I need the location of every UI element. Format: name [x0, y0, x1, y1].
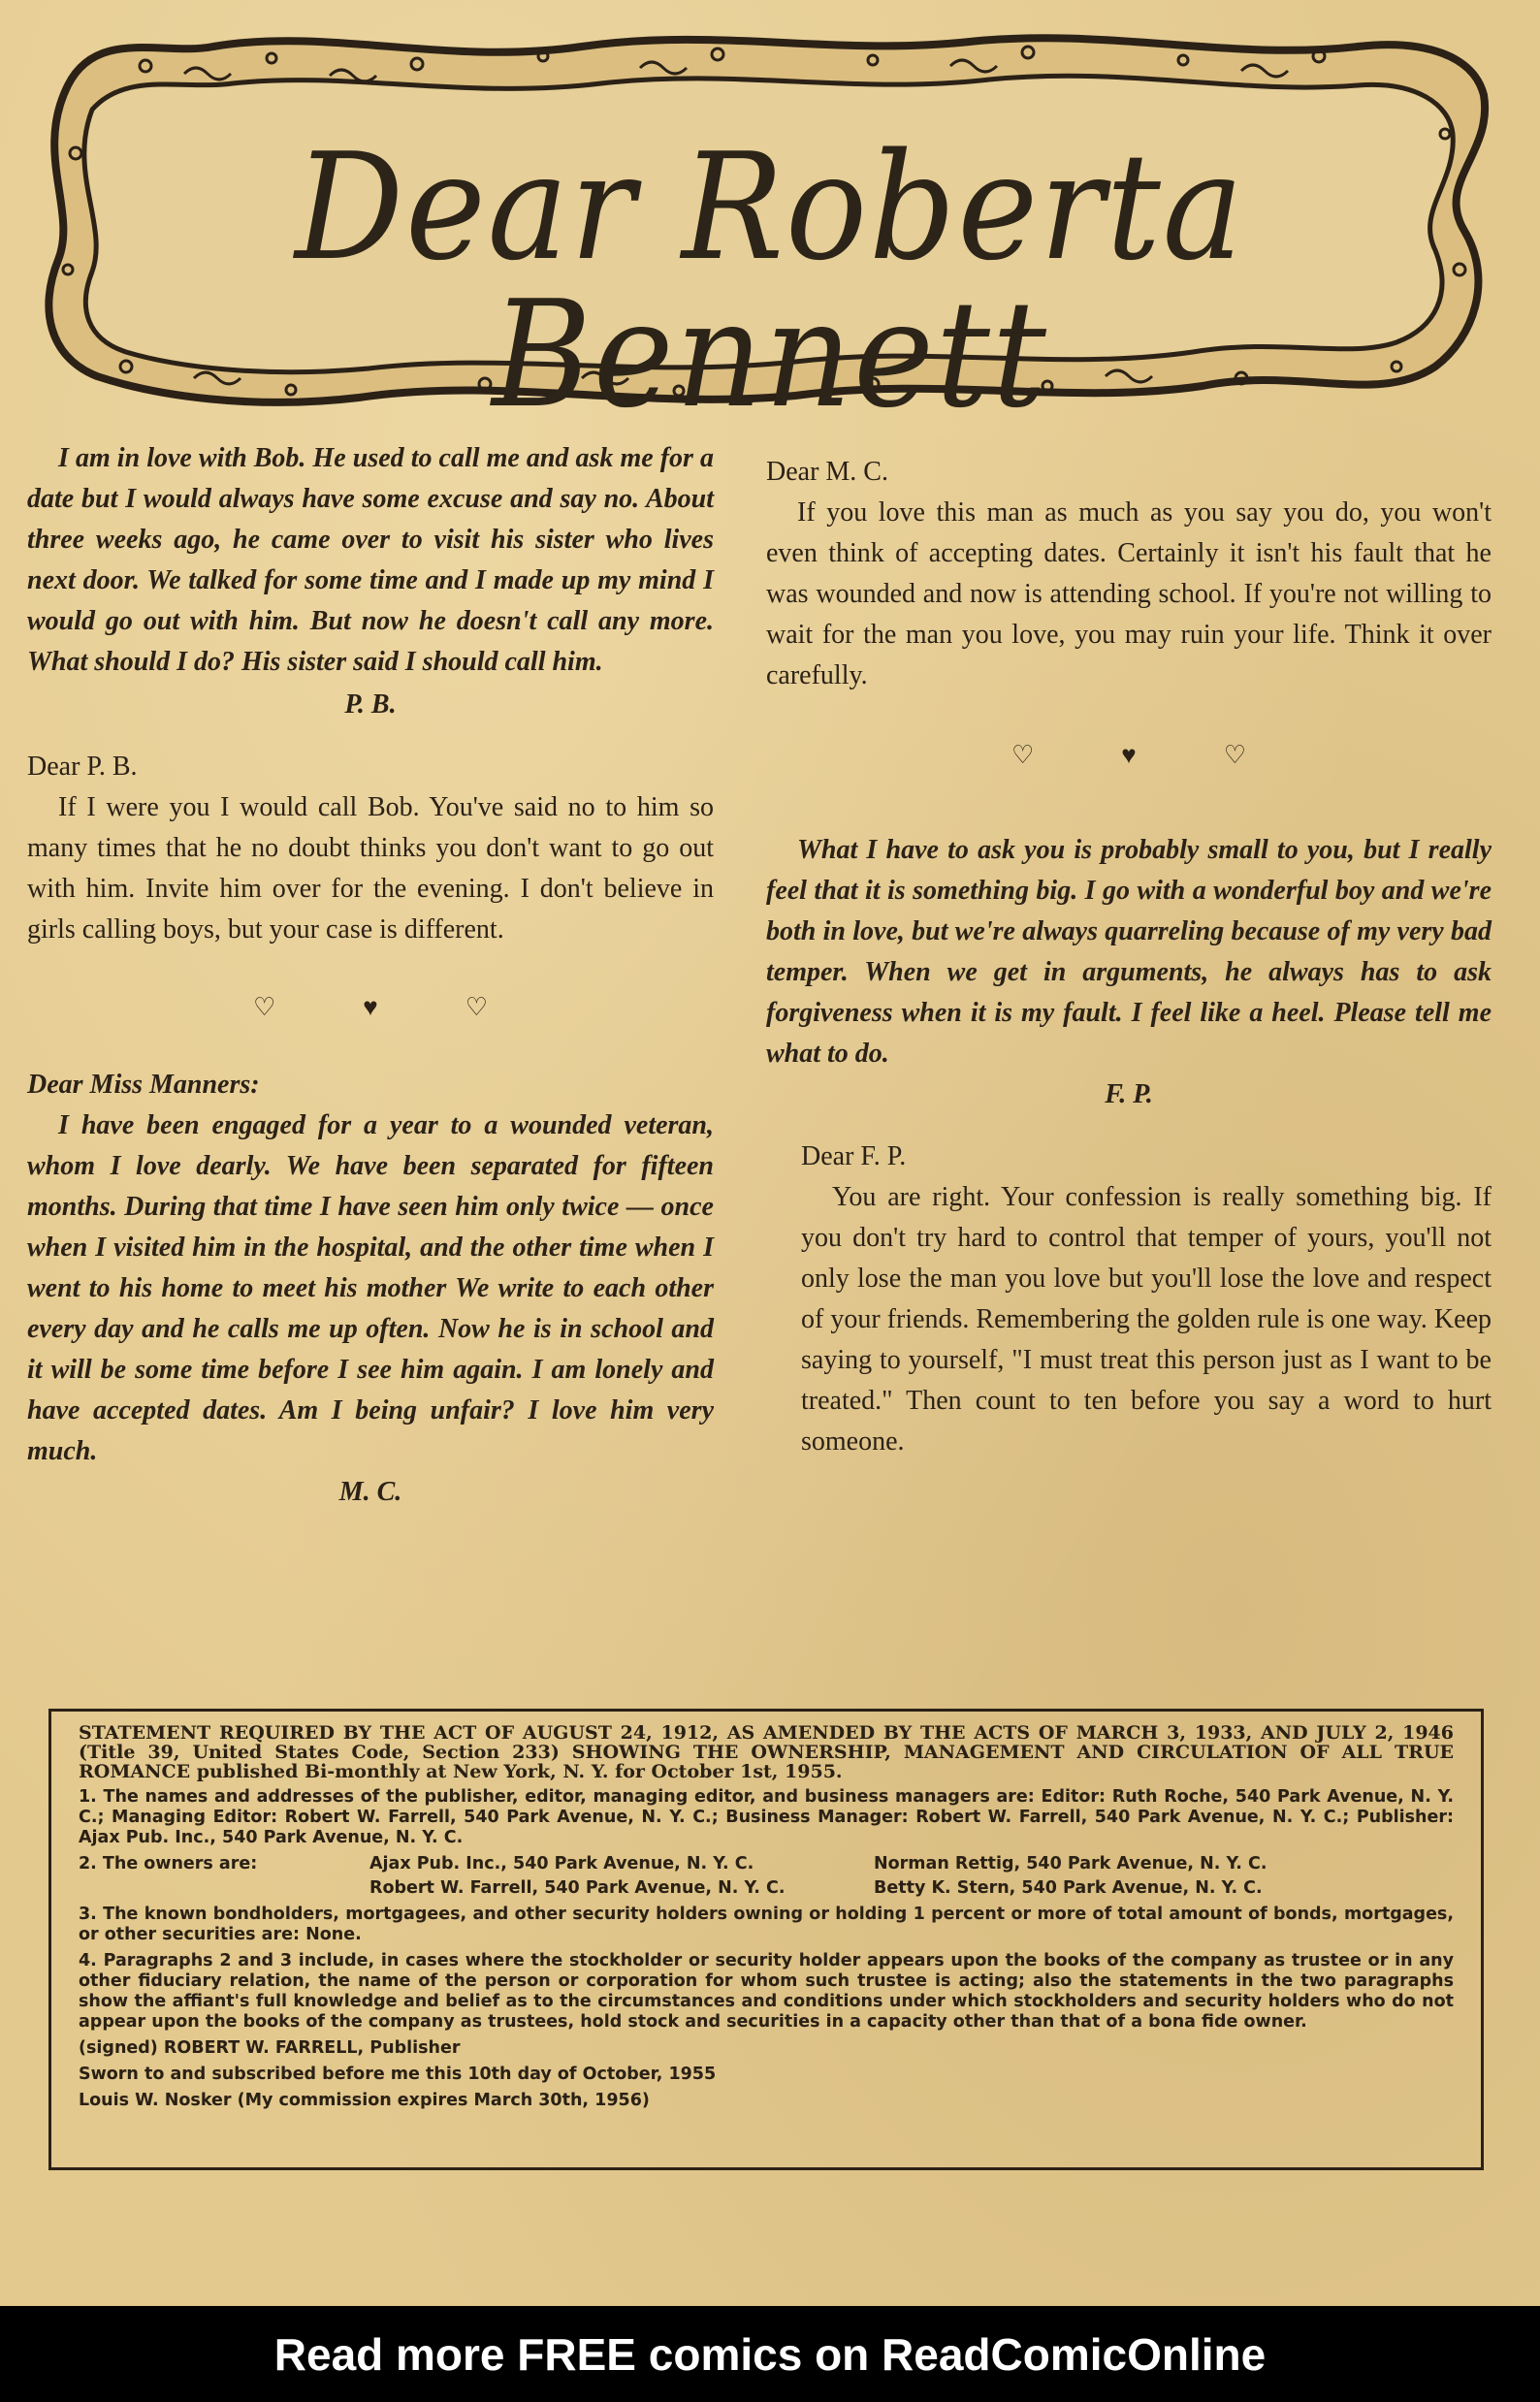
reply-pb: If I were you I would call Bob. You've said no to him so many times that he no doubt thinks you don't want to go out with him. Invite him over for the evening. I don't believe in girls calling boys, but your case is different.: [27, 792, 714, 945]
promo-footer: [0, 2306, 1540, 2402]
letter-mc: I have been engaged for a year to a wounded veteran, whom I love dearly. We have been separated for fifteen months. During that time I have seen him only twice — once when I visited him in the hospital, and the other time when I went to his home to meet his mother We write to each other every day and he calls me up often. Now he is in school and it will be some time before I see him again. I am lonely and have accepted dates. Am I being unfair? I love him very much.: [27, 1110, 714, 1466]
owner-entry: Ajax Pub. Inc., 540 Park Avenue, N. Y. C.: [369, 1854, 754, 1874]
title-banner: [39, 17, 1501, 440]
heart-outline-icon: ♡: [465, 993, 489, 1021]
notary-line: Louis W. Nosker (My commission expires March 30th, 1956): [79, 2091, 650, 2110]
owner-entry: Robert W. Farrell, 540 Park Avenue, N. Y. C.: [369, 1878, 786, 1898]
signature-mc: M. C.: [338, 1477, 402, 1507]
publisher-signature: (signed) ROBERT W. FARRELL, Publisher: [79, 2038, 461, 2058]
owner-entry: Betty K. Stern, 540 Park Avenue, N. Y. C.: [874, 1878, 1263, 1898]
statement-para-4: 4. Paragraphs 2 and 3 include, in cases where the stockholder or security holder appears upon the books of the company as trustee or in any other fiduciary relation, the name of the person or corporation for whom such trustee is acting; also the statements in the two paragraphs show the affiant's full knowledge and belief as to the circumstances and conditions under which stockholders and security holders who do not appear upon the books of the company as trustees, hold stock and securities in a capacity other than that of a bona fide owner.: [79, 1951, 1454, 2032]
heart-filled-icon: ♥: [363, 993, 378, 1021]
reply-pb-salutation: Dear P. B.: [27, 752, 138, 782]
signature-pb: P. B.: [344, 689, 397, 720]
letter-pb: I am in love with Bob. He used to call me and ask me for a date but I would always have some excuse and say no. About three weeks ago, he came over to visit his sister who lives next door. We talked for some time and I made up my mind I would go out with him. But now he doesn't call any more. What should I do? His sister said I should call him.: [27, 443, 714, 677]
letter-mc-salutation: Dear Miss Manners:: [27, 1070, 260, 1100]
right-column: [766, 452, 1492, 1462]
heart-outline-icon: ♡: [1223, 741, 1247, 769]
hearts-divider: [27, 987, 714, 1028]
hearts-divider: [766, 735, 1492, 776]
statement-para-3: 3. The known bondholders, mortgagees, and other security holders owning or holding 1 percent or more of total amount of bonds, mortgages, or other securities are: None.: [79, 1905, 1454, 1944]
reply-fp: You are right. Your confession is really something big. If you don't try hard to control that temper of yours, you'll not only lose the man you love but you'll lose the love and respect of your friends. Remembering the golden rule is one way. Keep saying to yourself, "I must treat this person just as I want to be treated." Then count to ten before you say a word to hurt someone.: [801, 1182, 1492, 1457]
signature-fp: F. P.: [1105, 1079, 1153, 1109]
owners-label: 2. The owners are:: [79, 1854, 258, 1874]
letter-fp: What I have to ask you is probably small to you, but I really feel that it is something big. I go with a wonderful boy and we're both in love, but we're always quarreling because of my very bad temper. When we get in arguments, he always has to ask forgiveness when it is my fault. I feel like a heel. Please tell me what to do.: [766, 835, 1492, 1069]
left-column: [27, 438, 714, 1513]
page-title: Dear Roberta Bennett: [295, 121, 1245, 440]
footer-text: Read more FREE comics on ReadComicOnline: [273, 2328, 1267, 2380]
reply-mc: If you love this man as much as you say you do, you won't even think of accepting dates. Certainly it isn't his fault that he was wounded and now is attending school. If you're not willing to wait for the man you love, you may ruin your life. Think it over carefully.: [766, 497, 1492, 690]
owner-entry: Norman Rettig, 540 Park Avenue, N. Y. C.: [874, 1854, 1267, 1874]
ownership-statement: [48, 1709, 1484, 2170]
sworn-line: Sworn to and subscribed before me this 10th day of October, 1955: [79, 2065, 717, 2084]
statement-para-1: 1. The names and addresses of the publisher, editor, managing editor, and business managers are: Editor: Ruth Roche, 540 Park Avenue, N. Y. C.; Managing Editor: Robert W. Farrell, 540 Park Avenue, N. Y. C.; Business Manager: Robert W. Farrell, 540 Park Avenue, N. Y. C.; Publisher: Ajax Pub. Inc., 540 Park Avenue, N. Y. C.: [79, 1787, 1454, 1847]
statement-heading: STATEMENT REQUIRED BY THE ACT OF AUGUST 24, 1912, AS AMENDED BY THE ACTS OF MARCH 3, 1933, AND JULY 2, 1946 (Title 39, United States Code, Section 233) SHOWING THE OWNERSHIP, MANAGEMENT AND CIRCULATION OF ALL TRUE ROMANCE published Bi-monthly at New York, N. Y. for October 1st, 1955.: [79, 1722, 1454, 1782]
reply-fp-salutation: Dear F. P.: [801, 1141, 907, 1171]
heart-outline-icon: ♡: [252, 993, 276, 1021]
owners-list: [79, 1854, 1454, 1899]
heart-filled-icon: ♥: [1121, 741, 1137, 769]
reply-mc-salutation: Dear M. C.: [766, 457, 888, 487]
heart-outline-icon: ♡: [1011, 741, 1035, 769]
